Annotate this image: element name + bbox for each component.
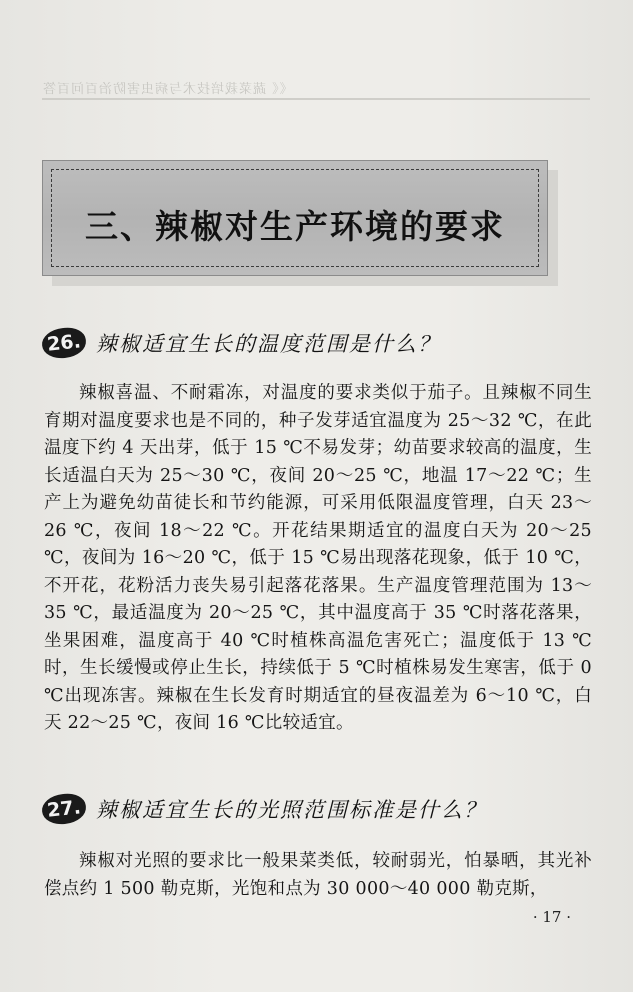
question-number-badge: 27. — [41, 792, 88, 826]
bleed-through-header: 《《 蔬菜栽培技术与病虫害防治百问百答 — [42, 82, 293, 97]
question-header-27 — [42, 792, 487, 826]
question-header-26 — [42, 326, 441, 360]
bleed-through-rule — [42, 98, 590, 100]
section-title: 三、辣椒对生产环境的要求 — [85, 207, 505, 246]
question-title: 辣椒适宜生长的光照范围标准是什么？ — [96, 798, 487, 822]
banner-shadow-right — [548, 170, 558, 286]
question-27-answer: 辣椒对光照的要求比一般果菜类低，较耐弱光，怕暴晒，其光补偿点约 1 500 勒克斯，光饱和点为 30 000～40 000 勒克斯， — [44, 851, 592, 899]
question-26-answer: 辣椒喜温、不耐霜冻，对温度的要求类似于茄子。且辣椒不同生育期对温度要求也是不同的，种子发芽适宜温度为 25～32 ℃，在此温度下约 4 天出芽，低于 15 ℃不易发芽；幼苗要求较高的温度，生长适温白天为 25～30 ℃，夜间 20～25 ℃，地温 17～22 ℃；生产上为避免幼苗徒长和节约能源，可采用低限温度管理，白天 23～26 ℃，夜间 18～22 ℃。开花结果期适宜的温度白天为 20～25 ℃，夜间为 16～20 ℃，低于 15 ℃易出现落花现象，低于 10 ℃，不开花，花粉活力丧失易引起落花落果。生产温度管理范围为 13～35 ℃，最适温度为 20～25 ℃，其中温度高于 35 ℃时落花落果，坐果困难，温度高于 40 ℃时植株高温危害死亡；温度低于 13 ℃时，生长缓慢或停止生长，持续低于 5 ℃时植株易发生寒害，低于 0 ℃出现冻害。辣椒在生长发育时期适宜的昼夜温差为 6～10 ℃，白天 22～25 ℃，夜间 16 ℃比较适宜。 — [44, 383, 592, 733]
section-banner — [42, 160, 548, 276]
question-number-badge: 26. — [41, 326, 88, 360]
banner-shadow — [52, 276, 558, 286]
question-title: 辣椒适宜生长的温度范围是什么？ — [96, 332, 441, 356]
page-number: · 17 · — [532, 908, 571, 926]
